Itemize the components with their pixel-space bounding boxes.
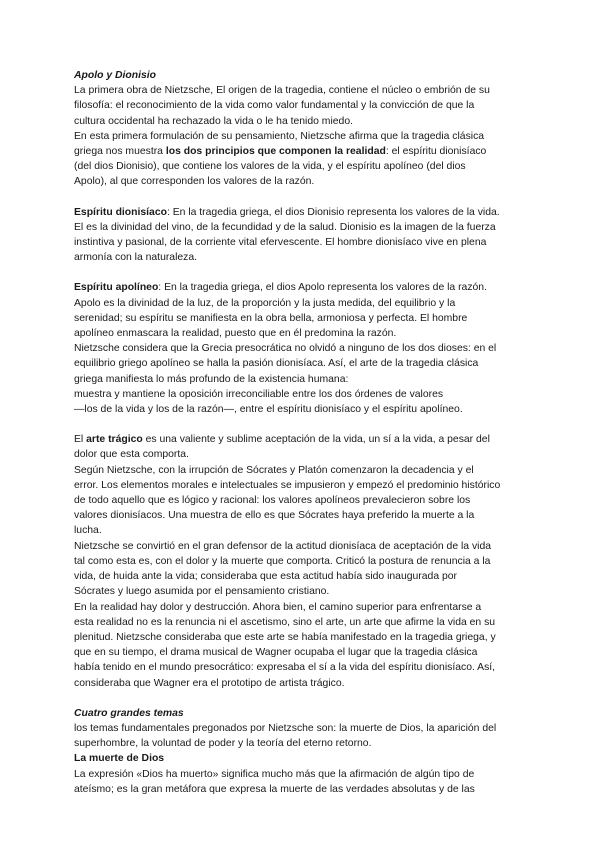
subsection-title-muerte-dios: La muerte de Dios: [74, 753, 165, 765]
text-line: superhombre, la voluntad de poder y la teoría del eterno retorno.: [74, 738, 372, 750]
text-line: ateísmo; es la gran metáfora que expresa la muerte de las verdades absolutas y de las: [74, 783, 475, 795]
text-line: esta realidad no es la renuncia ni el ascetismo, sino el arte, un arte que afirme la vida en su: [74, 616, 496, 628]
text-line: equilibrio griego apolíneo se halla la pasión dionisíaca. Así, el arte de la tragedia clásica: [74, 358, 479, 370]
term-dionisiaco: Espíritu dionisíaco: [74, 206, 167, 218]
text-line: los temas fundamentales pregonados por Nietzsche son: la muerte de Dios, la aparición del: [74, 722, 497, 734]
text-line: filosofía: el reconocimiento de la vida como valor fundamental y la convicción de que la: [74, 100, 475, 112]
text-fragment: : En la tragedia griega, el dios Dionisio representa los valores de la vida.: [166, 206, 500, 218]
text-fragment: : En la tragedia griega, el dios Apolo representa los valores de la razón.: [158, 282, 487, 294]
text-line: serenidad; su espíritu se manifiesta en la obra bella, armoniosa y perfecta. El hombre: [74, 312, 468, 324]
text-line: —los de la vida y los de la razón—, entre el espíritu dionisíaco y el espíritu apolíneo.: [74, 404, 463, 416]
text-line: que en su tiempo, el drama musical de Wagner ocupaba el lugar que la tragedia clásica: [74, 647, 478, 659]
text-fragment: es una valiente y sublime aceptación de la vida, un sí a la vida, a pesar del: [142, 434, 490, 446]
text-line: Según Nietzsche, con la irrupción de Sócrates y Platón comenzaron la decadencia y el: [74, 464, 474, 476]
text-line: El es la divinidad del vino, de la fecundidad y de la salud. Dionisio es la imagen de la fuerza: [74, 221, 496, 233]
section-title-cuatro-temas: Cuatro grandes temas: [74, 707, 184, 719]
text-line: armonía con la naturaleza.: [74, 252, 198, 264]
text-line: Nietzsche considera que la Grecia presocrática no olvidó a ninguno de los dos dioses: en el: [74, 343, 497, 355]
text-line: (del dios Dionisio), que contiene los valores de la vida, y el espíritu apolíneo (del dios: [74, 161, 466, 173]
text-line: [74, 280, 526, 295]
text-line: [74, 144, 526, 159]
text-line: lucha.: [74, 525, 102, 537]
text-line: La expresión «Dios ha muerto» significa mucho más que la afirmación de algún tipo de: [74, 768, 475, 780]
text-line: [74, 205, 526, 220]
term-apolineo: Espíritu apolíneo: [74, 282, 159, 294]
text-line: griega manifiesta lo más profundo de la existencia humana:: [74, 373, 349, 385]
text-line: consideraba que Wagner era el prototipo de artista trágico.: [74, 677, 345, 689]
text-line: valores dionisíacos. Una muestra de ello es que Sócrates haya preferido la muerte a la: [74, 510, 475, 522]
text-line: de todo aquello que es lógico y racional: los valores apolíneos prevalecieron sobre los: [74, 495, 471, 507]
paragraph-gap: [74, 417, 526, 432]
text-line: dolor que esta comporta.: [74, 449, 189, 461]
text-line: vida, de huida ante la vida; consideraba que esta actitud había sido inaugurada por: [74, 571, 457, 583]
text-line: apolíneo enmascara la realidad, puesto que en él predomina la razón.: [74, 328, 397, 340]
paragraph-gap: [74, 190, 526, 205]
text-line: En esta primera formulación de su pensamiento, Nietzsche afirma que la tragedia clásica: [74, 130, 485, 142]
text-line: Nietzsche se convirtió en el gran defensor de la actitud dionisíaca de aceptación de la vida: [74, 540, 492, 552]
bold-phrase: los dos principios que componen la realidad: [165, 146, 386, 158]
text-line: Apolo es la divinidad de la luz, de la proporción y la justa medida, del equilibrio y la: [74, 297, 456, 309]
text-fragment: El: [74, 434, 87, 446]
text-line: tal como esta es, con el dolor y la muerte que comporta. Criticó la postura de renuncia a la: [74, 555, 491, 567]
text-line: instintiva y pasional, de la corriente vital efervescente. El hombre dionisíaco vive en plena: [74, 237, 487, 249]
paragraph-gap: [74, 691, 526, 706]
text-line: plenitud. Nietzsche consideraba que este arte se había manifestado en la tragedia griega, y: [74, 631, 496, 643]
section-title-apolo-dionisio: Apolo y Dionisio: [74, 70, 156, 81]
text-line: había tenido en el mundo presocrático: expresaba el sí a la vida del espíritu dionisíaco. Así,: [74, 662, 496, 674]
term-arte-tragico: arte trágico: [86, 434, 143, 446]
text-line: La primera obra de Nietzsche, El origen de la tragedia, contiene el núcleo o embrión de su: [74, 85, 490, 97]
text-line: En la realidad hay dolor y destrucción. Ahora bien, el camino superior para enfrentarse a: [74, 601, 482, 613]
text-line: [74, 432, 526, 447]
text-fragment: : el espíritu dionisíaco: [385, 146, 487, 158]
text-line: Sócrates y luego asumida por el pensamiento cristiano.: [74, 586, 330, 598]
text-line: cultura occidental ha rechazado la vida o le ha tenido miedo.: [74, 115, 353, 127]
text-fragment: griega nos muestra: [74, 146, 166, 158]
text-line: muestra y mantiene la oposición irreconciliable entre los dos órdenes de valores: [74, 388, 444, 400]
text-line: Apolo), al que corresponden los valores de la razón.: [74, 176, 315, 188]
paragraph-gap: [74, 265, 526, 280]
text-line: error. Los elementos morales e intelectuales se impusieron y empezó el predominio histórico: [74, 479, 501, 491]
